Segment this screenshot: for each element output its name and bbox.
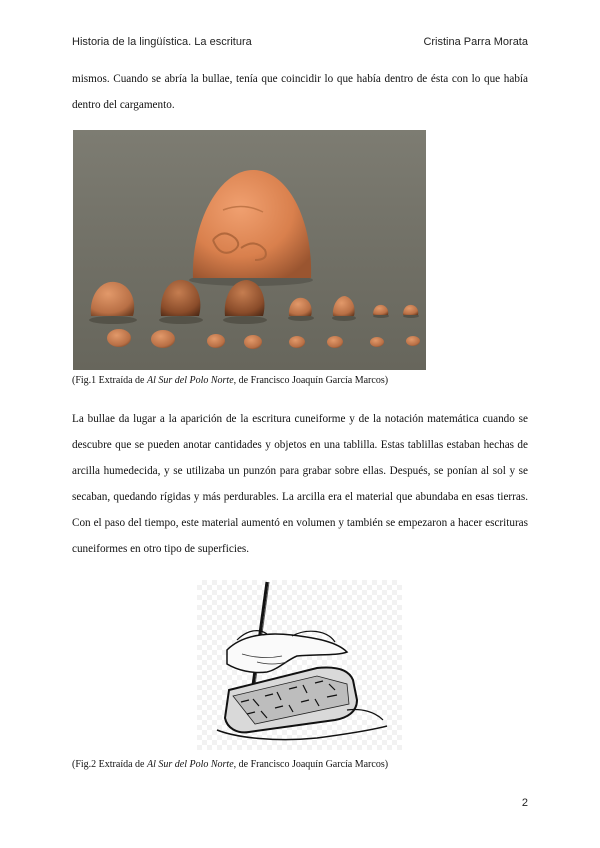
figure-1-caption-prefix: (Fig.1 Extraída de [72,375,147,386]
body-paragraph-2: La bullae da lugar a la aparición de la escritura cuneiforme y de la notación matemática cuando se descubre que se pueden anotar cantidades y objetos en una tablilla. Estas tablillas estaban hechas de arcilla humedecida, y se utilizaba un punzón para grabar sobre ellas. Después, se ponían al sol y se secaban, quedando rígidas y más perdurables. La arcilla era el material que abundaba en esas tierras. Con el paso del tiempo, este material aumentó en volumen y también se empezaron a hacer escrituras cuneiformes en otro tipo de superficies. [72,413,528,555]
stylus-tablet-illustration [197,580,402,750]
figure-2-tablet-drawing [197,580,402,750]
figure-1-caption-suffix: , de Francisco Joaquín García Marcos) [233,375,389,386]
bullae-illustration [73,130,426,370]
figure-1-caption [72,374,388,388]
page-header [72,36,528,52]
figure-2-caption-title: Al Sur del Polo Norte [146,759,234,770]
figure-1-bullae-photo [73,130,426,370]
header-author: Cristina Parra Morata [423,36,528,48]
header-title: Historia de la lingüística. La escritura [72,36,252,48]
body-paragraph-1: mismos. Cuando se abría la bullae, tenía que coincidir lo que había dentro de ésta con lo que había dentro del cargamento. [72,73,528,111]
figure-1-caption-title: Al Sur del Polo Norte [146,375,234,386]
figure-2-caption-suffix: , de Francisco Joaquín García Marcos) [233,759,389,770]
figure-2-caption-prefix: (Fig.2 Extraída de [72,759,147,770]
figure-2-caption [72,758,388,772]
page-number: 2 [521,797,528,809]
